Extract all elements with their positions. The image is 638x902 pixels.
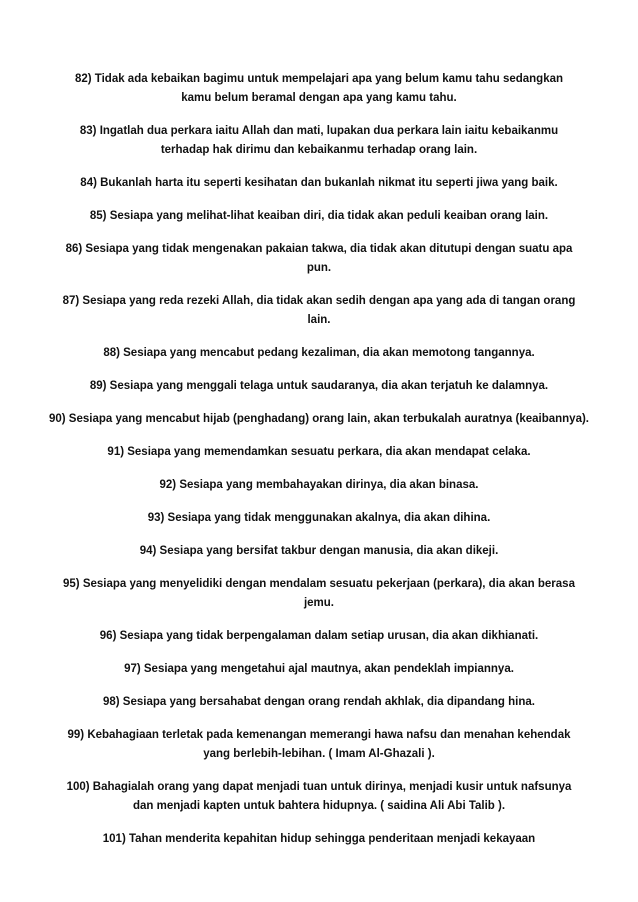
paragraph-92: 92) Sesiapa yang membahayakan dirinya, dia akan binasa.: [159, 479, 479, 491]
paragraph-87: 87) Sesiapa yang reda rezeki Allah, dia tidak akan sedih dengan apa yang ada di tangan orang lain.: [62, 295, 576, 326]
paragraph-93: 93) Sesiapa yang tidak menggunakan akalnya, dia akan dihina.: [147, 512, 491, 524]
paragraph-94: 94) Sesiapa yang bersifat takbur dengan manusia, dia akan dikeji.: [139, 545, 499, 557]
paragraph-89: 89) Sesiapa yang menggali telaga untuk saudaranya, dia akan terjatuh ke dalamnya.: [89, 380, 549, 392]
paragraph-86: 86) Sesiapa yang tidak mengenakan pakaian takwa, dia tidak akan ditutupi dengan suatu apa pun.: [65, 243, 573, 274]
paragraph-96: 96) Sesiapa yang tidak berpengalaman dalam setiap urusan, dia akan dikhianati.: [99, 630, 539, 642]
paragraph-82: 82) Tidak ada kebaikan bagimu untuk mempelajari apa yang belum kamu tahu sedangkan kamu belum beramal dengan apa yang kamu tahu.: [74, 73, 564, 104]
paragraph-99: 99) Kebahagiaan terletak pada kemenangan memerangi hawa nafsu dan menahan kehendak yang berlebih-lebihan. ( Imam Al-Ghazali ).: [67, 729, 571, 760]
document-body: [48, 70, 589, 863]
paragraph-91: 91) Sesiapa yang memendamkan sesuatu perkara, dia akan mendapat celaka.: [107, 446, 531, 458]
paragraph-84: 84) Bukanlah harta itu seperti kesihatan dan bukanlah nikmat itu seperti jiwa yang baik.: [80, 177, 558, 189]
paragraph-97: 97) Sesiapa yang mengetahui ajal mautnya, akan pendeklah impiannya.: [124, 663, 514, 675]
paragraph-101: 101) Tahan menderita kepahitan hidup sehingga penderitaan menjadi kekayaan: [102, 833, 536, 845]
paragraph-95: 95) Sesiapa yang menyelidiki dengan mendalam sesuatu pekerjaan (perkara), dia akan berasa jemu.: [63, 578, 575, 609]
paragraph-88: 88) Sesiapa yang mencabut pedang kezaliman, dia akan memotong tangannya.: [103, 347, 535, 359]
paragraph-83: 83) Ingatlah dua perkara iaitu Allah dan mati, lupakan dua perkara lain iaitu kebaikanmu terhadap hak dirimu dan kebaikanmu terhadap orang lain.: [79, 125, 559, 156]
paragraph-100: 100) Bahagialah orang yang dapat menjadi tuan untuk dirinya, menjadi kusir untuk nafsunya dan menjadi kapten untuk bahtera hidupnya. ( saidina Ali Abi Talib ).: [66, 781, 572, 812]
paragraph-98: 98) Sesiapa yang bersahabat dengan orang rendah akhlak, dia dipandang hina.: [102, 696, 535, 708]
paragraph-90: 90) Sesiapa yang mencabut hijab (penghadang) orang lain, akan terbukalah auratnya (keaibannya).: [48, 413, 589, 425]
paragraph-85: 85) Sesiapa yang melihat-lihat keaiban diri, dia tidak akan peduli keaiban orang lain.: [89, 210, 549, 222]
